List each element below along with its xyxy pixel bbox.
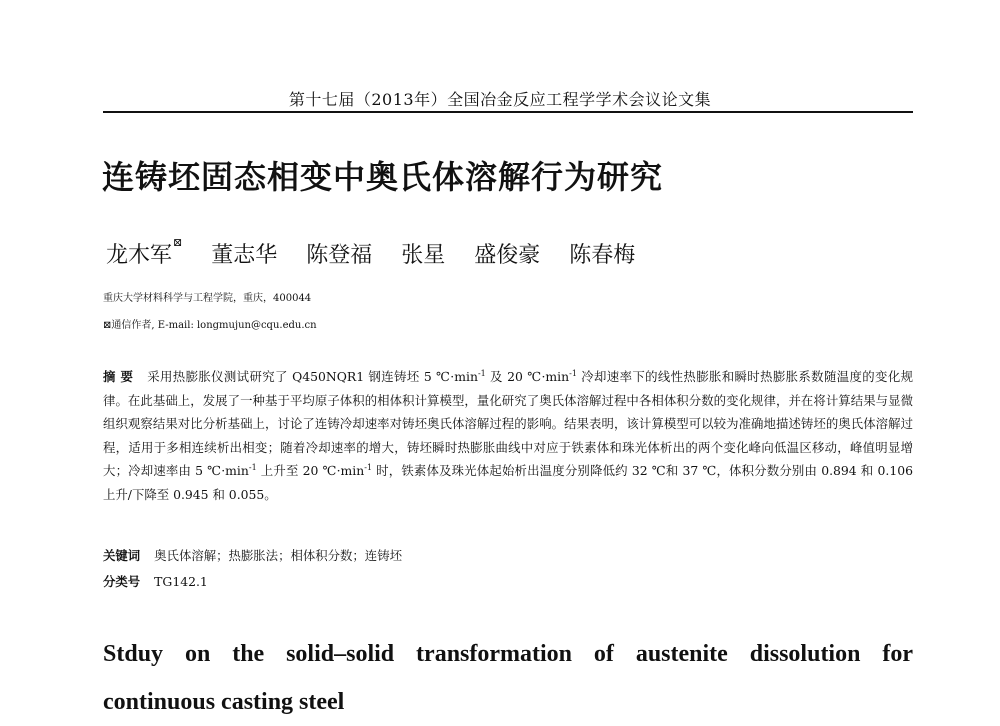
author-name: 陈登福 xyxy=(306,243,373,268)
author-name: 张星 xyxy=(401,243,446,268)
header-rule xyxy=(103,111,913,113)
classification-code: TG142.1 xyxy=(154,574,208,589)
proceedings-header: 第十七届（2013年）全国冶金反应工程学学术会议论文集 xyxy=(288,90,712,109)
affiliation: 重庆大学材料科学与工程学院，重庆，400044 xyxy=(103,293,312,304)
author-name: 陈春梅 xyxy=(569,243,636,268)
paper-title-en-line2: continuous casting steel xyxy=(103,689,345,715)
classification-label: 分类号 xyxy=(103,574,141,589)
classification xyxy=(103,572,208,590)
abstract: 摘 要 采用热膨胀仪测试研究了 Q450NQR1 钢连铸坯 5 $℃\cdot\min^{-1}$ 及 20 $℃\cdot\min^{-1}$ 冷却速率下的线性热膨胀和瞬时热膨胀系数随温度的变化规律。在此基础上，发展了一种基于平均原子体积的相体积计算模型，量化研究了奥氏体溶解过程中各相体积分数的变化规律，并在将计算结果与显微组织观察结果对比分析基础上，讨论了连铸冷却速率对铸坯奥氏体溶解过程的影响。结果表明，该计算模型可以较为准确地描述铸坯的奥氏体溶解过程，适用于多相连续析出相变；随着冷却速率的增大，铸坯瞬时热膨胀曲线中对应于铁素体和珠光体析出的两个变化峰向低温区移动，峰值明显增大；冷却速率由 5 $℃\cdot\min^{-1}$ 上升至 20 $℃\cdot\min^{-1}$ 时，铁素体及珠光体起始析出温度分别降低约 32 ℃和 37 ℃，体积分数分别由 0.894 和 0.106 上升/下降至 0.945 和 0.055。 xyxy=(103,368,913,502)
author-name: 董志华 xyxy=(211,243,278,268)
author-name: 盛俊豪 xyxy=(474,243,541,268)
contact-email: ⊠通信作者, E-mail: longmujun@cqu.edu.cn xyxy=(103,320,317,331)
keywords-text: 奥氏体溶解；热膨胀法；相体积分数；连铸坯 xyxy=(154,548,402,563)
author-list xyxy=(106,238,657,269)
corresponding-author-mark: ⊠ xyxy=(173,236,183,249)
keywords-label: 关键词 xyxy=(103,548,141,563)
paper-title-cn: 连铸坯固态相变中奥氏体溶解行为研究 xyxy=(102,158,664,196)
paper-title-en-line1: Stduy on the solid–solid transformation of austenite dissolution for xyxy=(103,641,913,667)
abstract-label: 摘 要 xyxy=(103,369,134,384)
keywords xyxy=(103,546,402,564)
author-name: 龙木军⊠ xyxy=(106,236,183,268)
